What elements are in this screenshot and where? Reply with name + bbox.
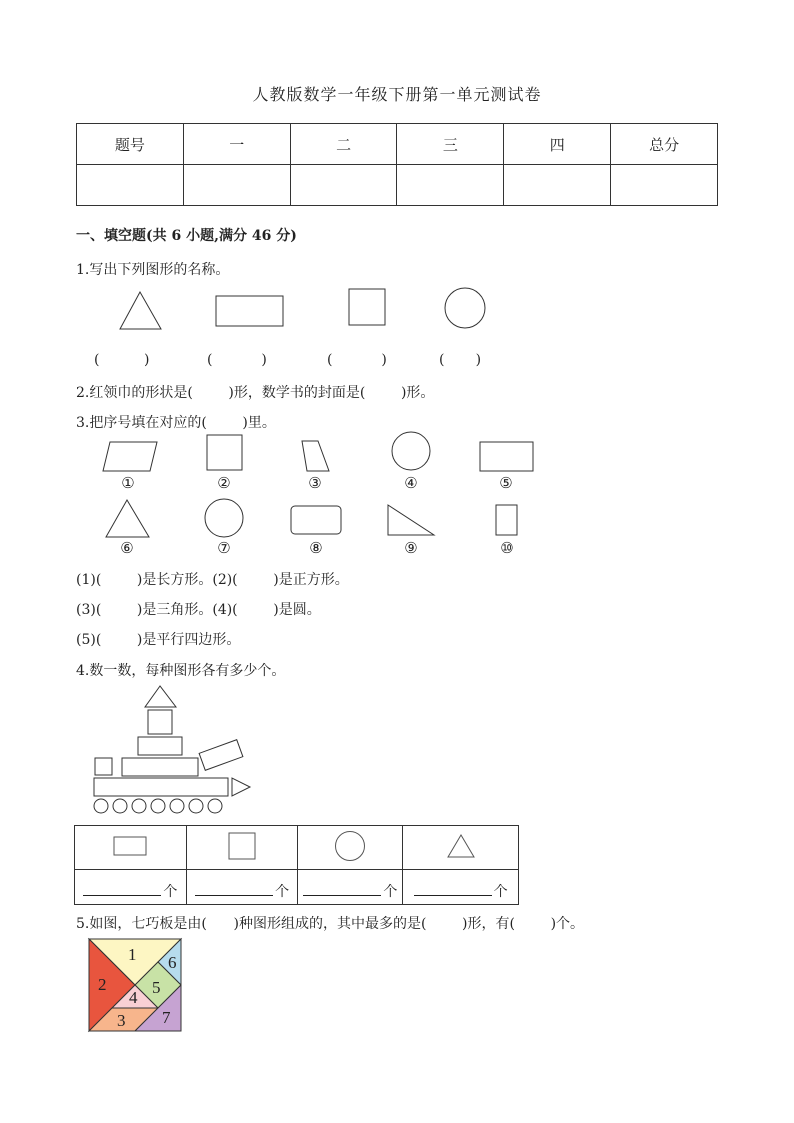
- q3-shape-2-square: [207, 435, 242, 470]
- unit-label: 个: [493, 884, 508, 900]
- question-5: 5.如图，七巧板是由( )种图形组成的，其中最多的是( )形，有( )个。: [76, 916, 585, 932]
- q3-shape-8-rounded-rectangle: [291, 506, 341, 534]
- ship-top-square: [148, 710, 172, 734]
- tangram-label: 6: [168, 953, 177, 972]
- q3-answer-line-3[interactable]: (5)( )是平行四边形。: [76, 632, 241, 648]
- score-input-cell[interactable]: [397, 165, 504, 206]
- ship-bow-triangle: [232, 778, 250, 796]
- unit-label: 个: [383, 884, 398, 900]
- count-icon-cell: [403, 826, 519, 870]
- ship-bridge-rectangle: [138, 737, 182, 755]
- ship-wheel: [170, 799, 184, 813]
- q1-blank[interactable]: ( ): [207, 352, 267, 368]
- page-title: 人教版数学一年级下册第一单元测试卷: [252, 85, 542, 104]
- ship-small-square: [95, 758, 112, 775]
- q1-square: [349, 289, 385, 325]
- q1-blank[interactable]: ( ): [327, 352, 387, 368]
- ship-wheel: [208, 799, 222, 813]
- answer-underline[interactable]: [303, 895, 381, 896]
- q3-shape-5-rectangle: [480, 442, 533, 471]
- unit-label: 个: [163, 884, 178, 900]
- q3-number: ②: [217, 474, 231, 492]
- q3-shape-7-circle: [205, 499, 243, 537]
- answer-underline[interactable]: [414, 895, 492, 896]
- ship-hull-rectangle: [94, 778, 228, 796]
- count-answer-cell[interactable]: [298, 870, 403, 905]
- score-header-cell: 一: [183, 124, 290, 165]
- count-icon-cell: [298, 826, 403, 870]
- score-input-cell[interactable]: [290, 165, 397, 206]
- section-heading: 一、填空题(共 6 小题,满分 46 分): [76, 228, 297, 244]
- question-4: 4.数一数，每种图形各有多少个。: [76, 663, 286, 679]
- q3-number: ⑤: [499, 474, 513, 492]
- q3-number: ①: [121, 474, 135, 492]
- tangram-figure: [88, 938, 182, 1032]
- count-icon-cell: [75, 826, 187, 870]
- tangram-label: 3: [117, 1011, 126, 1030]
- q3-number: ③: [308, 474, 322, 492]
- ship-wheel: [151, 799, 165, 813]
- score-header-cell: 题号: [77, 124, 184, 165]
- square-icon: [228, 832, 256, 860]
- score-header-cell: 二: [290, 124, 397, 165]
- triangle-icon: [446, 833, 476, 859]
- score-header-cell: 总分: [611, 124, 718, 165]
- circle-icon: [334, 830, 366, 862]
- q3-number: ⑨: [404, 539, 418, 557]
- q3-shape-1-parallelogram: [103, 442, 157, 471]
- score-input-cell[interactable]: [183, 165, 290, 206]
- tangram-label: 1: [128, 945, 137, 964]
- rectangle-icon: [113, 836, 147, 856]
- score-header-cell: 三: [397, 124, 504, 165]
- ship-top-triangle: [145, 686, 176, 707]
- question-3: 3.把序号填在对应的( )里。: [76, 415, 276, 431]
- q3-number: ⑧: [309, 539, 323, 557]
- answer-underline[interactable]: [83, 895, 161, 896]
- q3-shape-4-circle: [392, 432, 430, 470]
- q3-number: ⑩: [500, 539, 514, 557]
- q3-answer-line-2[interactable]: (3)( )是三角形。(4)( )是圆。: [76, 602, 321, 618]
- ship-wheel: [189, 799, 203, 813]
- tangram-label: 7: [162, 1008, 171, 1027]
- count-answer-cell[interactable]: [186, 870, 298, 905]
- tangram-label: 5: [152, 978, 161, 997]
- count-answer-cell[interactable]: [75, 870, 187, 905]
- score-input-cell[interactable]: [504, 165, 611, 206]
- ship-wheel: [94, 799, 108, 813]
- count-answer-row: [75, 870, 519, 905]
- ship-gun-rectangle: [199, 740, 243, 771]
- q3-shape-6-triangle: [106, 500, 149, 537]
- q4-count-table: [74, 825, 519, 905]
- q3-shape-10-rectangle: [496, 505, 517, 535]
- tangram-label: 2: [98, 975, 107, 994]
- score-input-cell[interactable]: [611, 165, 718, 206]
- score-header-row: [77, 124, 718, 165]
- q3-answer-line-1[interactable]: (1)( )是长方形。(2)( )是正方形。: [76, 572, 349, 588]
- count-icon-row: [75, 826, 519, 870]
- score-header-cell: 四: [504, 124, 611, 165]
- ship-wheel: [132, 799, 146, 813]
- ship-deck-rectangle: [122, 758, 198, 776]
- q3-number: ④: [404, 474, 418, 492]
- unit-label: 个: [275, 884, 290, 900]
- q3-number: ⑦: [217, 539, 231, 557]
- tangram-label: 4: [129, 988, 138, 1007]
- q1-circle: [445, 288, 485, 328]
- q3-shape-3-parallelogram: [302, 441, 329, 471]
- question-1: 1.写出下列图形的名称。: [76, 262, 230, 278]
- answer-underline[interactable]: [195, 895, 273, 896]
- q1-blank[interactable]: ( ): [439, 352, 482, 368]
- q3-shape-9-right-triangle: [388, 505, 434, 535]
- ship-wheel: [113, 799, 127, 813]
- q1-blank[interactable]: ( ): [94, 352, 150, 368]
- score-input-cell[interactable]: [77, 165, 184, 206]
- q1-triangle: [120, 292, 161, 329]
- question-2: 2.红领巾的形状是( )形，数学书的封面是( )形。: [76, 385, 435, 401]
- q1-rectangle: [216, 296, 283, 326]
- score-value-row: [77, 165, 718, 206]
- count-answer-cell[interactable]: [403, 870, 519, 905]
- score-table: [76, 123, 718, 206]
- q3-number: ⑥: [120, 539, 134, 557]
- count-icon-cell: [186, 826, 298, 870]
